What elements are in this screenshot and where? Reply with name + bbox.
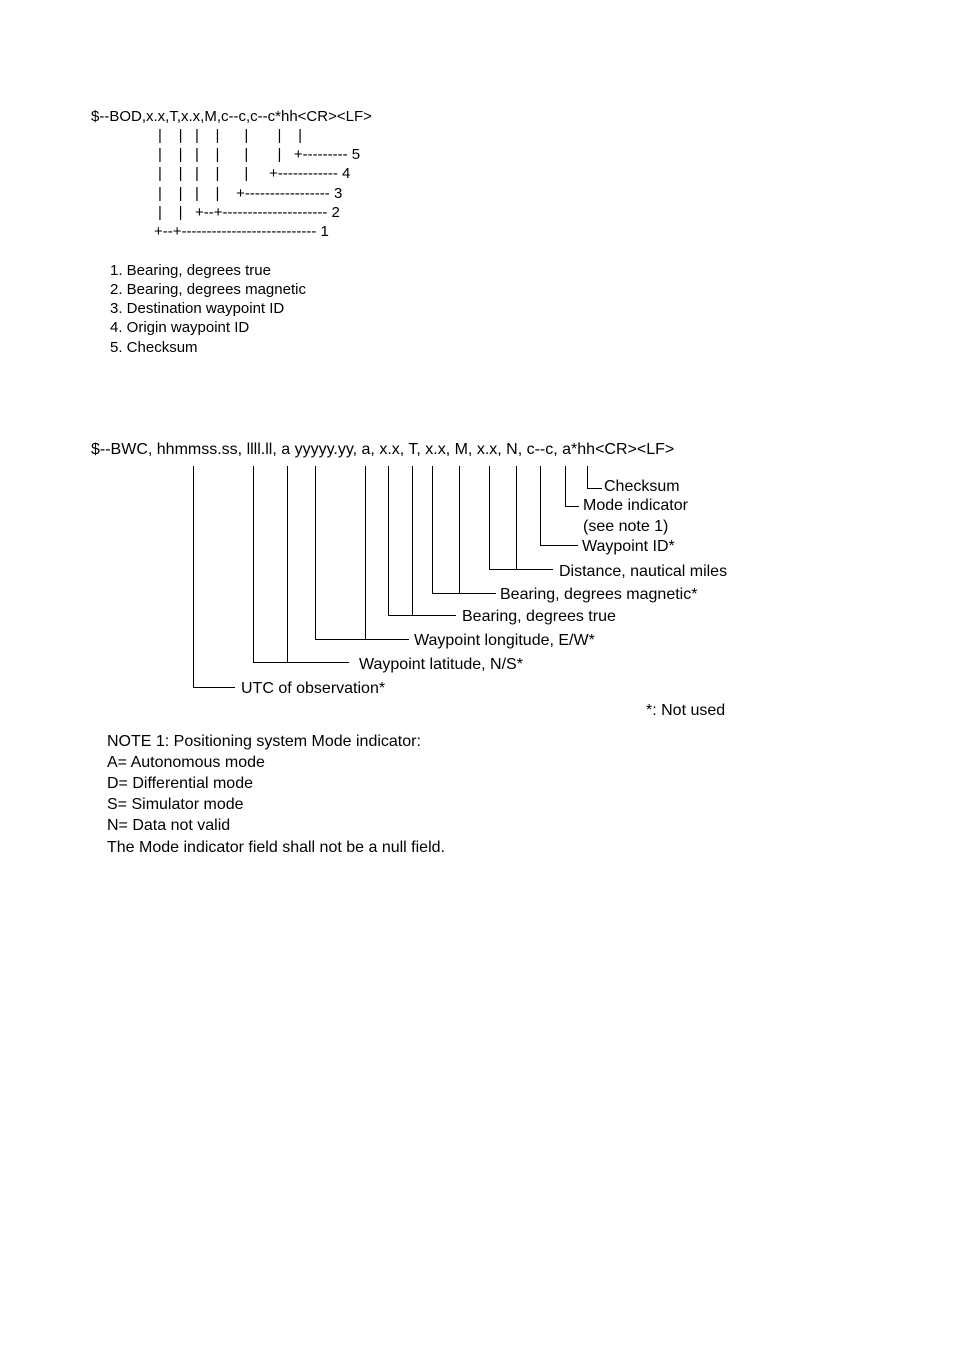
not-used-footnote: *: Not used xyxy=(646,702,726,719)
bod-ascii-line-5: | | +--+--------------------- 2 xyxy=(158,204,340,221)
bod-ascii-line-4: | | | | +----------------- 3 xyxy=(158,185,343,202)
note-item: The Mode indicator field shall not be a null field. xyxy=(107,839,445,856)
label-mode-indicator: Mode indicator xyxy=(583,497,688,514)
note-item: A= Autonomous mode xyxy=(107,754,265,771)
label-utc: UTC of observation* xyxy=(241,680,386,697)
label-bearing-true: Bearing, degrees true xyxy=(462,608,616,625)
bod-ascii-line-1: | | | | | | | xyxy=(158,127,302,144)
label-waypoint-latitude: Waypoint latitude, N/S* xyxy=(359,656,523,673)
bod-legend-item: 1. Bearing, degrees true xyxy=(110,262,271,279)
label-waypoint-longitude: Waypoint longitude, E/W* xyxy=(414,632,595,649)
label-checksum: Checksum xyxy=(604,478,680,495)
bod-legend-item: 5. Checksum xyxy=(110,339,198,356)
label-waypoint-id: Waypoint ID* xyxy=(582,538,675,555)
bod-ascii-line-2: | | | | | | +--------- 5 xyxy=(158,146,361,163)
label-bearing-magnetic: Bearing, degrees magnetic* xyxy=(500,586,698,603)
bod-sentence: $--BOD,x.x,T,x.x,M,c--c,c--c*hh<CR><LF> xyxy=(91,108,372,125)
note-item: D= Differential mode xyxy=(107,775,253,792)
bod-legend-item: 3. Destination waypoint ID xyxy=(110,300,285,317)
bod-ascii-line-3: | | | | | +------------ 4 xyxy=(158,165,351,182)
note-item: N= Data not valid xyxy=(107,817,231,834)
note-title: NOTE 1: Positioning system Mode indicator: xyxy=(107,733,421,750)
label-distance: Distance, nautical miles xyxy=(559,563,728,580)
bod-ascii-line-6: +--+--------------------------- 1 xyxy=(154,223,329,240)
label-see-note: (see note 1) xyxy=(583,518,669,535)
bwc-sentence: $--BWC, hhmmss.ss, llll.ll, a yyyyy.yy, a, x.x, T, x.x, M, x.x, N, c--c, a*hh<CR><LF> xyxy=(91,441,675,458)
note-item: S= Simulator mode xyxy=(107,796,244,813)
bod-legend-item: 2. Bearing, degrees magnetic xyxy=(110,281,306,298)
bod-legend-item: 4. Origin waypoint ID xyxy=(110,319,250,336)
